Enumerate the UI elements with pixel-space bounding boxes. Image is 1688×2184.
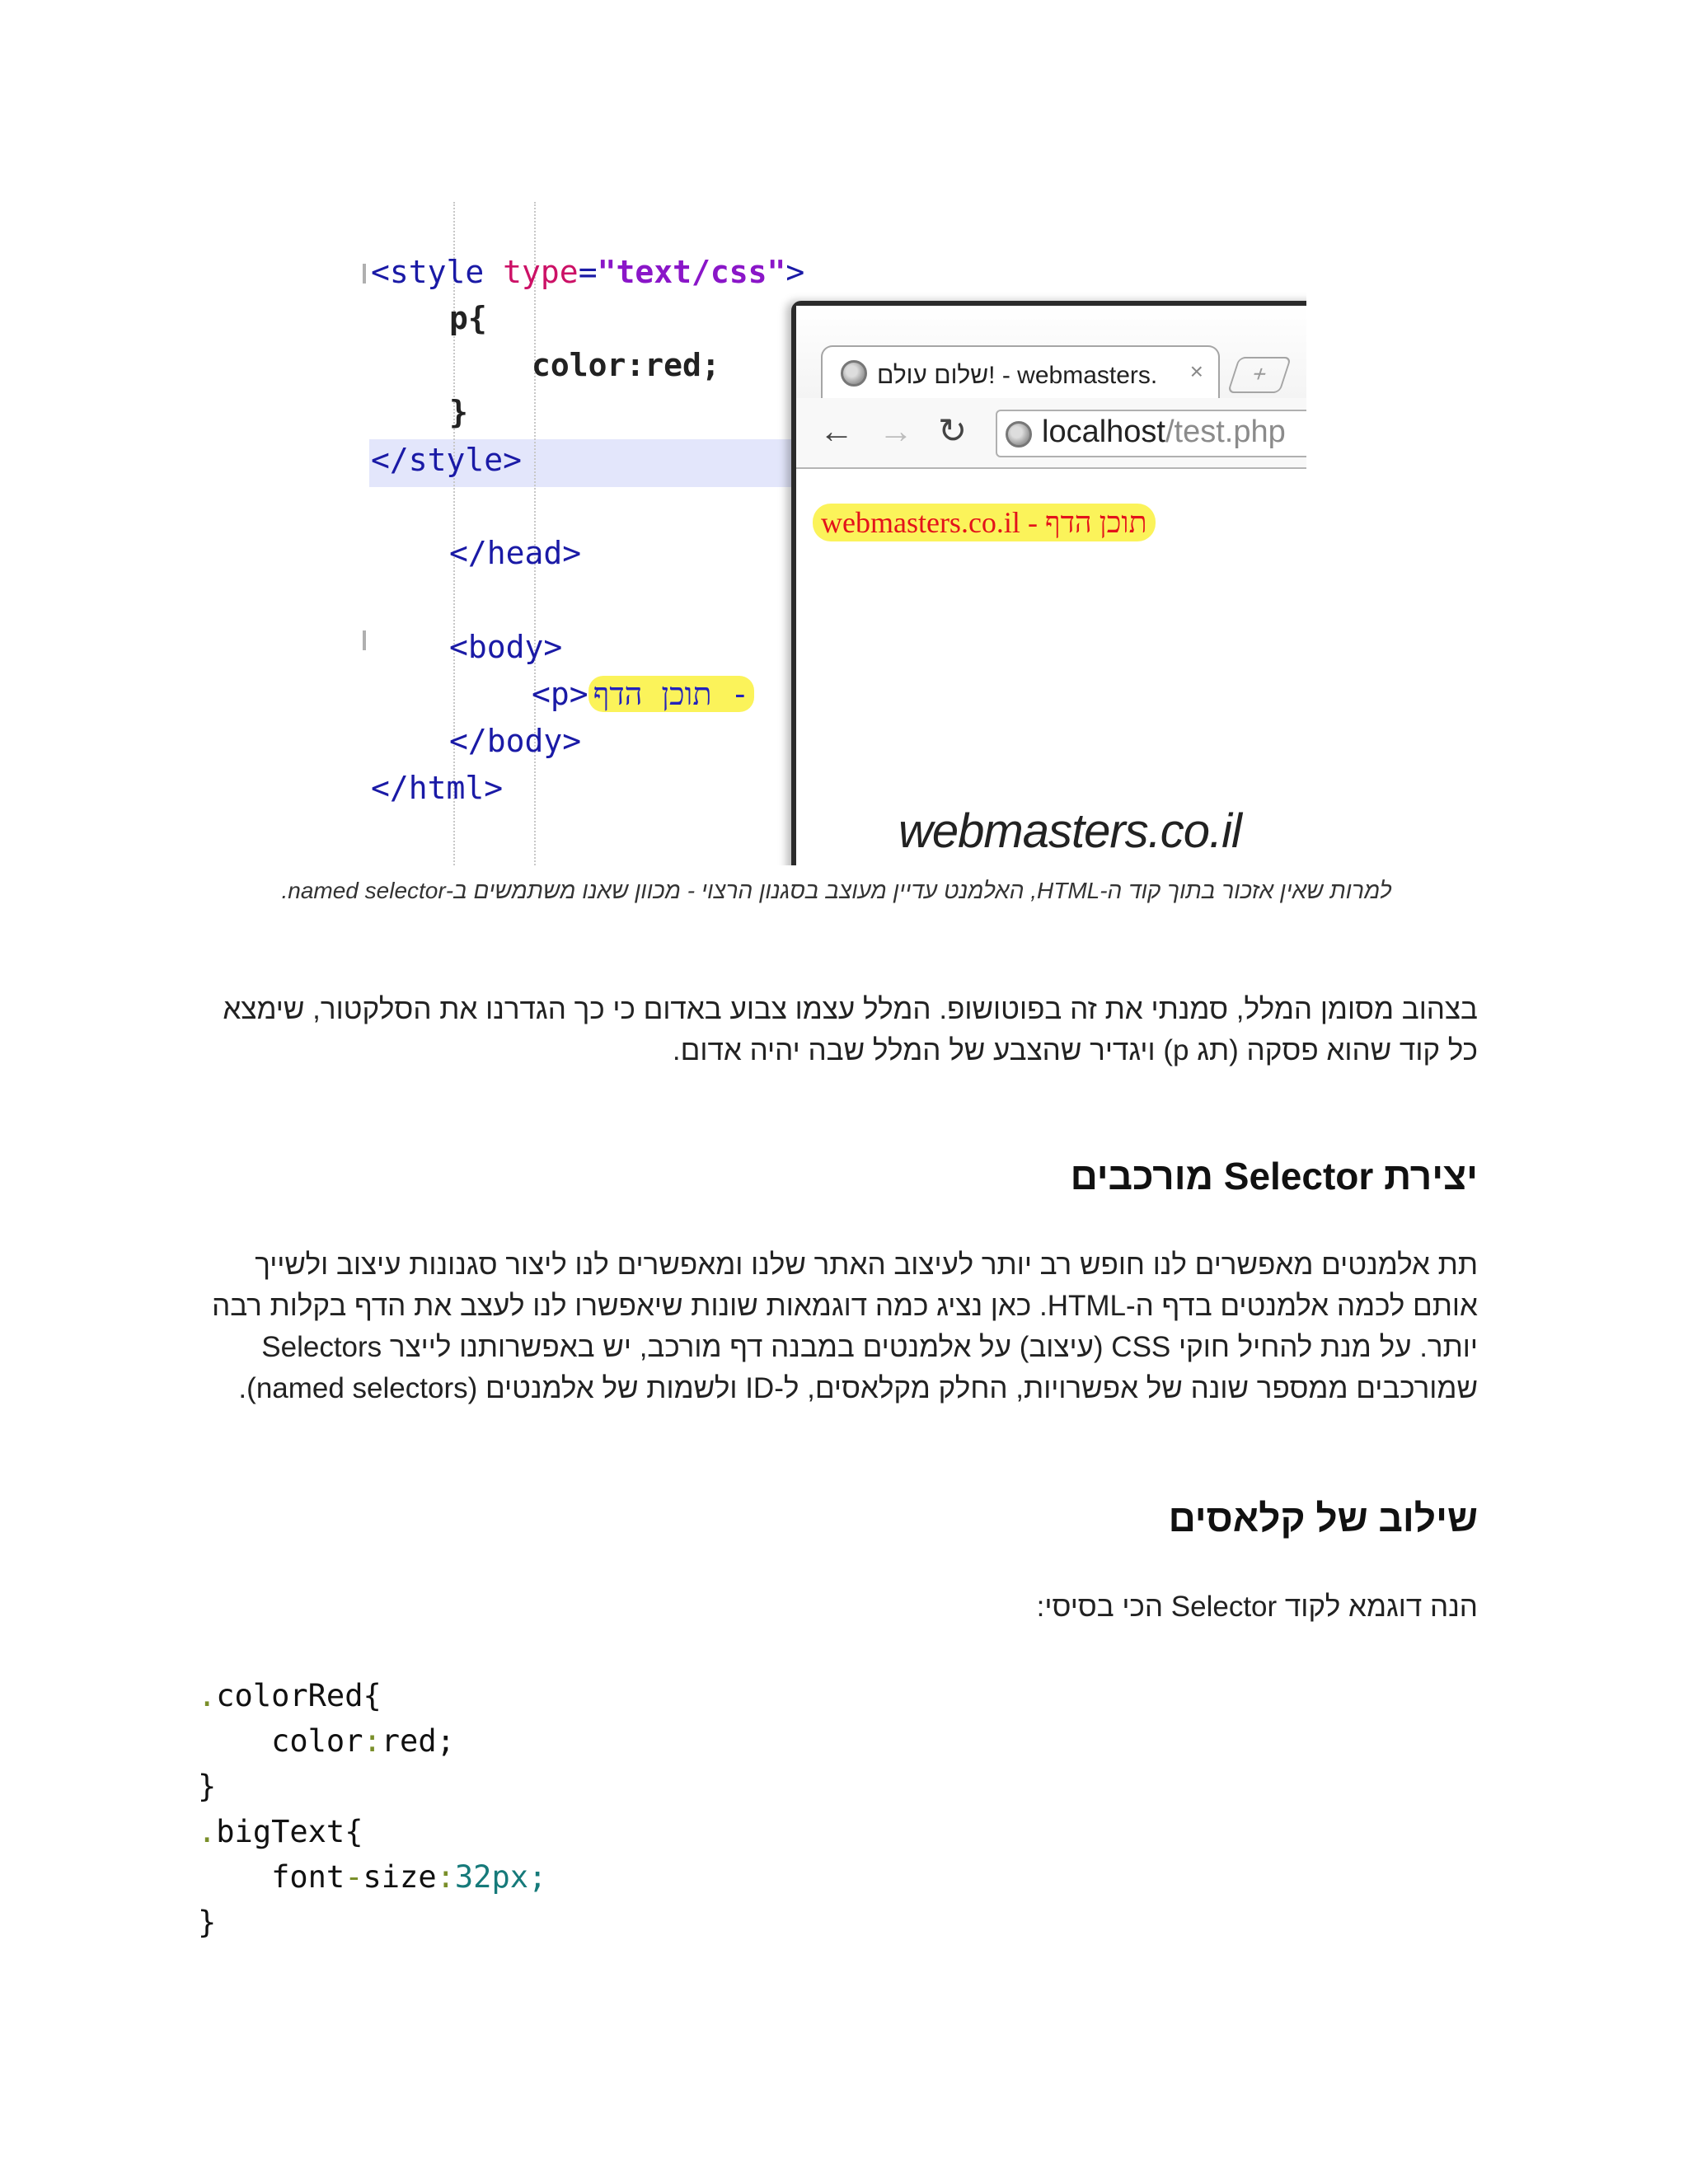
- editor-paragraph-content: תוכן הדף -: [588, 676, 755, 712]
- editor-line-body-open: <body>: [449, 629, 563, 665]
- editor-line-head-close: </head>: [449, 535, 582, 571]
- browser-tab-title: שלום עולם! - webmasters.: [877, 362, 1158, 389]
- forward-arrow-icon: →: [879, 411, 913, 450]
- code-line: .bigText{: [198, 1814, 363, 1849]
- code-line: color:red;: [271, 1723, 455, 1759]
- globe-icon: [1006, 421, 1032, 448]
- editor-line-html-close: </html>: [371, 770, 504, 806]
- editor-line-selector: p{: [449, 300, 487, 336]
- code-browser-figure: [363, 202, 1306, 865]
- code-line: .colorRed{: [198, 1678, 382, 1713]
- figure-caption: למרות שאין אזכור בתוך קוד ה-HTML, האלמנט עדיין מעוצב בסגנון הרצוי - מכוון שאנו משתמשים ב-named selector.: [281, 878, 1392, 903]
- section-heading-complex-selectors: יצירת Selector מורכבים: [1070, 1155, 1478, 1197]
- code-line: font-size:32px;: [271, 1859, 547, 1895]
- fold-marker: [363, 630, 366, 650]
- section-heading-combining-classes: שילוב של קלאסים: [1168, 1497, 1478, 1540]
- editor-line-body-close: </body>: [449, 723, 582, 759]
- code-line: }: [198, 1905, 217, 1940]
- browser-toolbar: [796, 398, 1306, 469]
- editor-line-declaration: color:red;: [532, 347, 720, 383]
- code-editor-screenshot: [363, 202, 808, 865]
- paragraph-basic-selector-intro: הנה דוגמא לקוד Selector הכי בסיסי:: [1036, 1591, 1478, 1623]
- browser-tab-bar: [796, 306, 1306, 399]
- address-bar: [996, 410, 1306, 457]
- new-tab-icon: +: [1227, 357, 1292, 393]
- reload-icon: ↻: [938, 411, 968, 450]
- site-watermark: webmasters.co.il: [898, 804, 1241, 858]
- code-line: }: [198, 1769, 217, 1804]
- paragraph-highlight-explanation: בצהוב מסומן המלל, סמנתי את זה בפוטושופ. המלל עצמו צבוע באדום כי כך הגדרנו את הסלקטור, שימצא כל קוד שהוא פסקה (תג p) ויגדיר שהצבע של המלל שבה יהיה אדום.: [223, 993, 1478, 1066]
- paragraph-complex-selectors: תת אלמנטים מאפשרים לנו חופש רב יותר לעיצוב האתר שלנו ומאפשרים לנו ליצור סגנונות עיצוב ולשייך אותם לכמה אלמנטים בדף ה-HTML. כאן נציג כמה דוגמאות שונות שיאפשרו לנו לעצב את הדף בקלות רבה יותר. על מנת להחיל חוקי CSS (עיצוב) על אלמנטים במבנה דף מורכב, יש באפשרותנו לייצר Selectors שמורכבים ממספר שונה של אפשרויות, החלק מקלאסים, ל-ID ולשמות של אלמנטים (named selectors).: [212, 1249, 1478, 1404]
- editor-line-style-open: <style type="text/css">: [371, 254, 805, 290]
- editor-line-style-close: </style>: [371, 442, 523, 478]
- globe-icon: [841, 360, 867, 387]
- css-code-listing: [198, 1673, 546, 1945]
- back-arrow-icon: ←: [819, 411, 854, 450]
- fold-marker: [363, 264, 366, 284]
- editor-line-close-brace: }: [449, 394, 468, 430]
- browser-tab: [821, 345, 1220, 401]
- editor-line-paragraph: <p> תוכן הדף -: [532, 675, 754, 713]
- browser-window-screenshot: [791, 301, 1306, 865]
- address-bar-url: localhost/test.php: [1042, 415, 1286, 449]
- close-icon: ×: [1189, 359, 1203, 384]
- browser-page-content: תוכן הדף - webmasters.co.il: [813, 504, 1156, 541]
